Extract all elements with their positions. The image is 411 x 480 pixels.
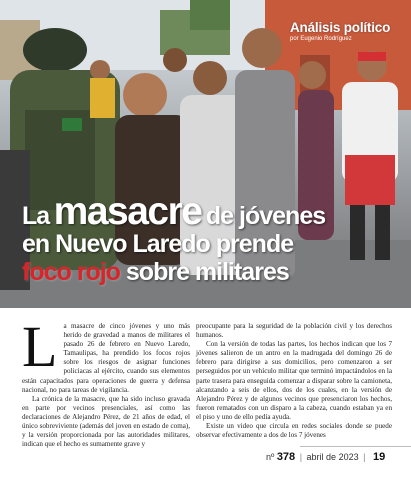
section-title: Análisis político <box>290 20 391 35</box>
headline-foco-rojo: foco rojo <box>22 258 120 286</box>
page-number: 19 <box>372 451 386 463</box>
issue-number: 378 <box>276 451 296 463</box>
footer-separator: | <box>363 452 366 462</box>
headline-word-la: La <box>22 202 50 230</box>
headline-word-masacre: masacre <box>53 190 202 233</box>
article-paragraph: preocupante para la seguridad de la población civil y los derechos humanos. <box>196 322 392 340</box>
article-paragraph: Con la versión de todas las partes, los hechos indican que los 7 jóvenes salieron de un antro en la madrugada del domingo 26 de febrero para dirigirse a sus domicilios, pero comenzaron a ser perseguidos por un vehículo militar que terminó impactándolos en la parte trasera para enseguida comenzar a disparar sobre la camioneta, alcanzando a seis de ellos, dos de los cuales, en la versión de Alejandro Pérez y de algunos vecinos que presenciaron los hechos, fueron rematados con un disparo a la cabeza, cuando estaban ya en el piso y uno de ello pedía ayuda. <box>196 340 392 421</box>
headline-word-de-jovenes: de jóvenes <box>205 202 326 230</box>
section-tag <box>290 20 390 42</box>
footer-divider <box>300 446 411 447</box>
article-column-2 <box>196 322 392 440</box>
headline-line-3-rest: sobre militares <box>125 258 289 286</box>
article-headline <box>22 192 402 285</box>
article-column-1 <box>22 314 190 449</box>
footer-separator: | <box>299 452 303 462</box>
issue-prefix: nº <box>266 452 275 462</box>
drop-cap: L <box>22 314 58 379</box>
article-paragraph: La crónica de la masacre, que ha sido incluso gravada en parte por vecinos presenciales, así como las declaraciones de Alejandro Pérez, de 21 años de edad, el único sobreviviente (además del joven en estado de coma), y la versión proporcionada por las autoridades militares, indican que el hecho es sumamente grave y <box>22 394 190 449</box>
page-footer <box>0 446 411 480</box>
headline-line-2: en Nuevo Laredo prende <box>22 230 294 258</box>
issue-date: abril de 2023 <box>306 452 359 462</box>
section-author: por Eugenio Rodríguez <box>290 36 352 42</box>
article-paragraph: a masacre de cinco jóvenes y uno más herido de gravedad a manos de militares el pasado 26 de febrero en Nuevo Laredo, Tamaulipas, ha prendido los focos rojos sobre los riesgos de asignar funciones policiacas al ejército, cuando sus elementos están capacitados para operaciones de guerra y defensa nacional, no para tareas de vigilancia. <box>22 322 190 394</box>
footer-issue-info <box>266 451 385 463</box>
article-paragraph: Existe un video que circula en redes sociales donde se puede observar efectivamente a dos de los 7 jóvenes <box>196 422 392 440</box>
